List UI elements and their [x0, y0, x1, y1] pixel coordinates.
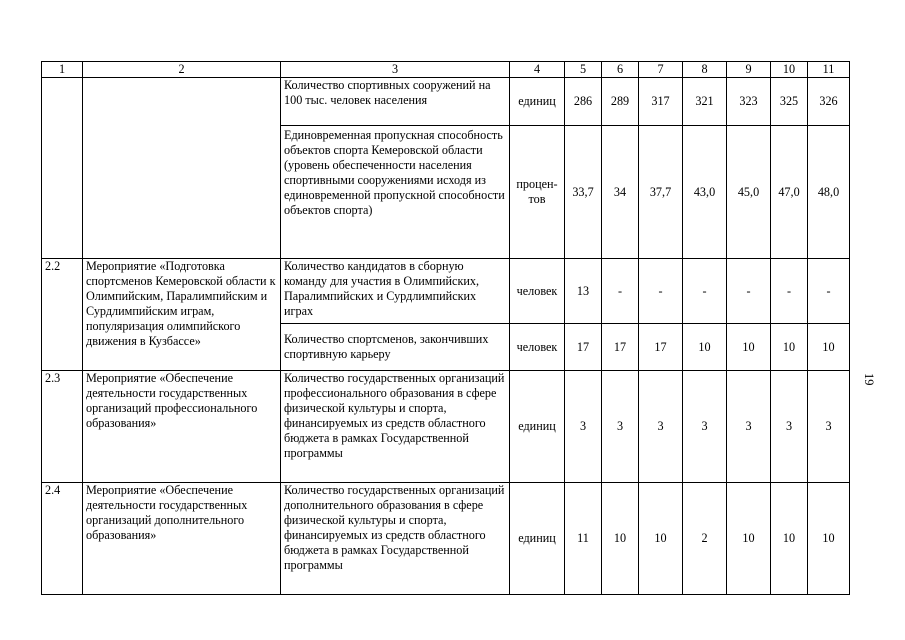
value-cell: 33,7 [565, 126, 602, 259]
number-cell: 2.3 [42, 371, 83, 483]
table-row [42, 78, 850, 126]
value-cell: 47,0 [771, 126, 808, 259]
value-cell: 10 [727, 324, 771, 371]
unit-cell: человек [510, 324, 565, 371]
event-cell [83, 78, 281, 259]
value-cell: 3 [639, 371, 683, 483]
value-cell: 10 [683, 324, 727, 371]
value-cell: 3 [565, 371, 602, 483]
value-cell: 45,0 [727, 126, 771, 259]
event-cell: Мероприятие «Подготовка спортсменов Кемеровской области к Олимпийским, Паралимпийским и Сурдлимпийским играм, популяризация олимпийского движения в Кузбассе» [83, 259, 281, 371]
value-cell: - [771, 259, 808, 324]
indicator-cell: Количество спортивных сооружений на 100 тыс. человек населения [281, 78, 510, 126]
value-cell: 43,0 [683, 126, 727, 259]
unit-cell: единиц [510, 371, 565, 483]
header-cell: 1 [42, 62, 83, 78]
value-cell: 17 [639, 324, 683, 371]
value-cell: 17 [602, 324, 639, 371]
header-cell: 2 [83, 62, 281, 78]
value-cell: 286 [565, 78, 602, 126]
value-cell: 10 [727, 483, 771, 595]
value-cell: 289 [602, 78, 639, 126]
value-cell: 326 [808, 78, 850, 126]
value-cell: - [727, 259, 771, 324]
header-cell: 9 [727, 62, 771, 78]
table-row [42, 259, 850, 324]
indicator-cell: Единовременная пропускная способность объектов спорта Кемеровской области (уровень обеспеченности населения спортивными сооружениями исходя из единовременной пропускной способности объектов спорта) [281, 126, 510, 259]
value-cell: 17 [565, 324, 602, 371]
event-cell: Мероприятие «Обеспечение деятельности государственных организаций профессионального образования» [83, 371, 281, 483]
value-cell: 3 [683, 371, 727, 483]
header-cell: 7 [639, 62, 683, 78]
header-cell: 10 [771, 62, 808, 78]
indicator-cell: Количество кандидатов в сборную команду для участия в Олимпийских, Паралимпийских и Сурдлимпийских играх [281, 259, 510, 324]
value-cell: 10 [602, 483, 639, 595]
value-cell: 10 [639, 483, 683, 595]
header-cell: 3 [281, 62, 510, 78]
value-cell: 3 [771, 371, 808, 483]
value-cell: 323 [727, 78, 771, 126]
value-cell: - [808, 259, 850, 324]
header-cell: 11 [808, 62, 850, 78]
value-cell: - [602, 259, 639, 324]
value-cell: - [639, 259, 683, 324]
value-cell: 317 [639, 78, 683, 126]
unit-cell: человек [510, 259, 565, 324]
value-cell: 3 [602, 371, 639, 483]
page-number: 19 [862, 373, 876, 386]
number-cell [42, 78, 83, 259]
value-cell: 48,0 [808, 126, 850, 259]
value-cell: 37,7 [639, 126, 683, 259]
value-cell: 13 [565, 259, 602, 324]
header-cell: 6 [602, 62, 639, 78]
number-cell: 2.2 [42, 259, 83, 371]
value-cell: 10 [771, 324, 808, 371]
header-cell: 8 [683, 62, 727, 78]
value-cell: 3 [808, 371, 850, 483]
value-cell: 10 [771, 483, 808, 595]
value-cell: 325 [771, 78, 808, 126]
value-cell: 10 [808, 324, 850, 371]
event-cell: Мероприятие «Обеспечение деятельности государственных организаций дополнительного образования» [83, 483, 281, 595]
unit-cell: единиц [510, 78, 565, 126]
unit-cell: процен-тов [510, 126, 565, 259]
indicators-table [41, 61, 850, 595]
indicator-cell: Количество государственных организаций дополнительного образования в сфере физической культуры и спорта, финансируемых из средств областного бюджета в рамках Государственной программы [281, 483, 510, 595]
header-cell: 4 [510, 62, 565, 78]
header-row [42, 62, 850, 78]
value-cell: - [683, 259, 727, 324]
table-row [42, 483, 850, 595]
value-cell: 321 [683, 78, 727, 126]
value-cell: 34 [602, 126, 639, 259]
number-cell: 2.4 [42, 483, 83, 595]
indicator-cell: Количество спортсменов, закончивших спортивную карьеру [281, 324, 510, 371]
value-cell: 3 [727, 371, 771, 483]
value-cell: 2 [683, 483, 727, 595]
value-cell: 11 [565, 483, 602, 595]
value-cell: 10 [808, 483, 850, 595]
indicator-cell: Количество государственных организаций профессионального образования в сфере физической культуры и спорта, финансируемых из средств областного бюджета в рамках Государственной программы [281, 371, 510, 483]
header-cell: 5 [565, 62, 602, 78]
unit-cell: единиц [510, 483, 565, 595]
table-row [42, 371, 850, 483]
